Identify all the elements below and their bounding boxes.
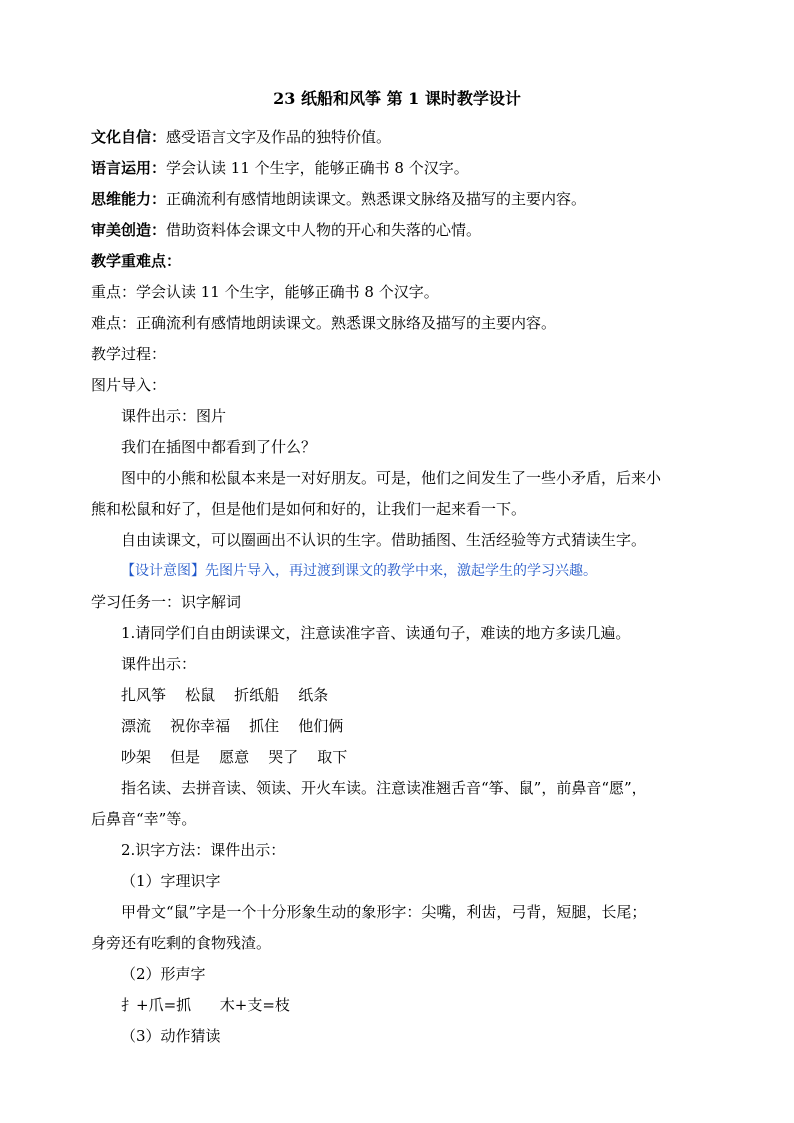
vocab-row: 扎风筝 松鼠 折纸船 纸条 <box>121 686 329 704</box>
task1-line: 甲骨文“鼠”字是一个十分形象生动的象形字：尖嘴，利齿，弓背，短腿，长尾； <box>121 903 647 921</box>
objective-aesthetic <box>91 219 481 241</box>
key-points-heading: 教学重难点： <box>91 252 182 270</box>
task1-line: 后鼻音“幸”等。 <box>91 810 197 828</box>
objective-thinking <box>91 188 586 210</box>
vocab-row: 吵架 但是 愿意 哭了 取下 <box>121 748 348 766</box>
task1-line: 身旁还有吃剩的食物残渣。 <box>91 934 272 952</box>
objective-text: 借助资料体会课文中人物的开心和失落的心情。 <box>166 221 482 239</box>
task1-line: 2.识字方法：课件出示： <box>121 841 286 859</box>
process-heading: 教学过程： <box>91 345 167 363</box>
subheading: （1）字理识字 <box>121 872 221 890</box>
task1-heading: 学习任务一：识字解词 <box>91 593 242 611</box>
objective-label: 思维能力： <box>91 190 167 208</box>
task1-line: 1.请同学们自由朗读课文，注意读准字音、读通句子，难读的地方多读几遍。 <box>121 624 631 642</box>
intro-line: 课件出示：图片 <box>121 407 227 425</box>
subheading: （2）形声字 <box>121 965 206 983</box>
key-point: 重点：学会认读 11 个生字，能够正确书 8 个汉字。 <box>91 283 439 301</box>
difficult-point: 难点：正确流利有感情地朗读课文。熟悉课文脉络及描写的主要内容。 <box>91 314 557 332</box>
objective-label: 审美创造： <box>91 221 167 239</box>
design-note: 【设计意图】先图片导入，再过渡到课文的教学中来，激起学生的学习兴趣。 <box>121 563 597 579</box>
objective-text: 学会认读 11 个生字，能够正确书 8 个汉字。 <box>166 159 469 177</box>
task1-line: 课件出示： <box>121 655 197 673</box>
objective-culture <box>91 126 391 148</box>
intro-line: 自由读课文，可以圈画出不认识的生字。借助插图、生活经验等方式猜读生字。 <box>121 531 647 549</box>
objective-text: 正确流利有感情地朗读课文。熟悉课文脉络及描写的主要内容。 <box>166 190 587 208</box>
subheading: （3）动作猜读 <box>121 1027 221 1045</box>
intro-line: 图中的小熊和松鼠本来是一对好朋友。可是，他们之间发生了一些小矛盾，后来小 <box>121 469 662 487</box>
intro-line: 我们在插图中都看到了什么？ <box>121 438 317 456</box>
intro-heading: 图片导入： <box>91 376 167 394</box>
page-title: 23 纸船和风筝 第 1 课时教学设计 <box>273 89 521 108</box>
objective-label: 文化自信： <box>91 128 167 146</box>
character-formula: 扌+爪=抓 木+支=枝 <box>121 996 290 1014</box>
objective-text: 感受语言文字及作品的独特价值。 <box>166 128 392 146</box>
intro-line: 熊和松鼠和好了，但是他们是如何和好的，让我们一起来看一下。 <box>91 500 527 518</box>
vocab-row: 漂流 祝你幸福 抓住 他们俩 <box>121 717 344 735</box>
task1-line: 指名读、去拼音读、领读、开火车读。注意读准翘舌音“筝、鼠”，前鼻音“愿”， <box>121 779 647 797</box>
objective-label: 语言运用： <box>91 159 167 177</box>
objective-language <box>91 157 469 179</box>
